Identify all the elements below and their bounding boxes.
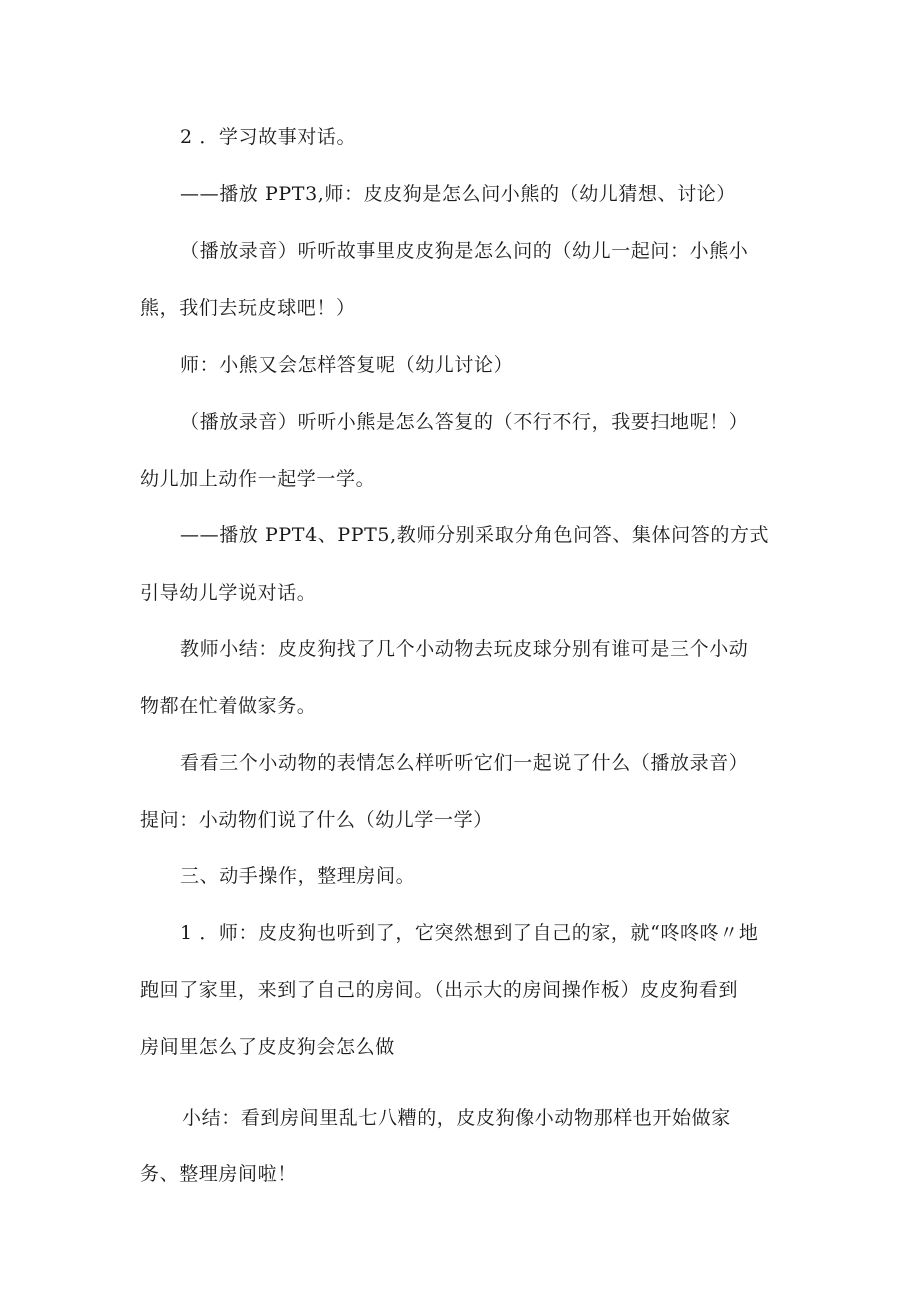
paragraph-line: 提问：小动物们说了什么（幼儿学一学） <box>140 809 493 831</box>
paragraph-line: ——播放 PPT3,师：皮皮狗是怎么问小熊的（幼儿猜想、讨论） <box>180 183 737 205</box>
paragraph-line: 教师小结：皮皮狗找了几个小动物去玩皮球分别有谁可是三个小动 <box>180 638 749 660</box>
paragraph-line: 师：小熊又会怎样答复呢（幼儿讨论） <box>180 354 514 376</box>
paragraph-line: 熊，我们去玩皮球吧！） <box>140 297 356 319</box>
section-heading-3: 三、动手操作，整理房间。 <box>180 865 416 887</box>
paragraph-line: 物都在忙着做家务。 <box>140 695 317 717</box>
paragraph-line: 跑回了家里，来到了自己的房间。（出示大的房间操作板）皮皮狗看到 <box>140 979 739 1001</box>
paragraph-line: 幼儿加上动作一起学一学。 <box>140 468 376 490</box>
paragraph-line: 看看三个小动物的表情怎么样听听它们一起说了什么（播放录音） <box>180 752 749 774</box>
paragraph-line: （播放录音）听听故事里皮皮狗是怎么问的（幼儿一起问：小熊小 <box>180 240 749 262</box>
paragraph-line: （播放录音）听听小熊是怎么答复的（不行不行，我要扫地呢！） <box>180 411 749 433</box>
section-heading-2: 2 ．学习故事对话。 <box>180 126 357 148</box>
summary-line: 务、整理房间啦！ <box>140 1163 297 1185</box>
summary-line: 小结：看到房间里乱七八糟的，皮皮狗像小动物那样也开始做家 <box>182 1107 731 1129</box>
paragraph-line: 房间里怎么了皮皮狗会怎么做 <box>140 1036 395 1058</box>
paragraph-line: 1 ．师：皮皮狗也听到了，它突然想到了自己的家，就“咚咚咚〃地 <box>180 922 759 944</box>
paragraph-line: 引导幼儿学说对话。 <box>140 582 317 604</box>
paragraph-line: ——播放 PPT4、PPT5,教师分别采取分角色问答、集体问答的方式 <box>180 524 770 546</box>
